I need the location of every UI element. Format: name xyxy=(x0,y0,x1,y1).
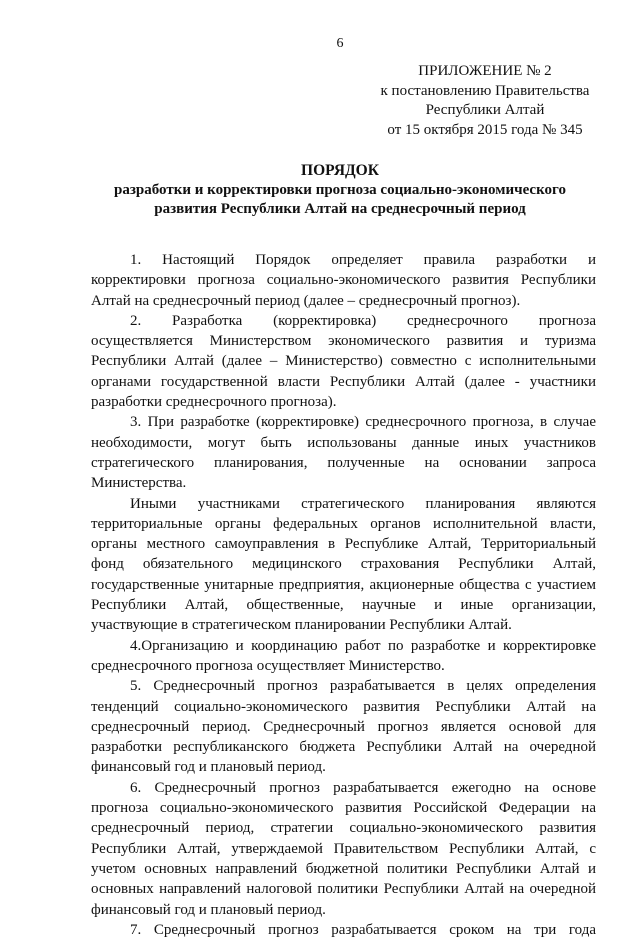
paragraph-line: Министерства. xyxy=(91,475,187,492)
paragraph-line: основных направлений налоговой политики Республики Алтай на очередной xyxy=(91,881,596,898)
paragraph-line: стратегического планирования, полученные на основании запроса xyxy=(91,454,596,471)
title-subtitle-line: развития Республики Алтай на среднесрочный период xyxy=(154,201,526,217)
appendix-line: ПРИЛОЖЕНИЕ № 2 xyxy=(418,63,552,79)
title-subtitle-line: разработки и корректировки прогноза социально-экономического xyxy=(114,182,566,198)
document-title xyxy=(0,161,640,219)
paragraph xyxy=(91,778,596,920)
paragraph xyxy=(91,494,596,636)
paragraph-line: органы местного самоуправления в Республике Алтай, Территориальный xyxy=(91,536,596,553)
appendix-line: Республики Алтай xyxy=(425,102,545,118)
paragraph-line: территориальные органы федеральных органов исполнительной власти, xyxy=(91,515,596,532)
paragraph-line: разработки республиканского бюджета Республики Алтай на очередной xyxy=(91,739,596,756)
paragraph xyxy=(91,636,596,677)
paragraph-line: необходимости, могут быть использованы данные иных участников xyxy=(91,434,596,451)
paragraph-line: Республики Алтай, общественные, научные и иные организации, xyxy=(91,597,596,614)
paragraph-line: 4.Организацию и координацию работ по разработке и корректировке xyxy=(130,637,596,654)
paragraph-line: Республики Алтай (далее – Министерство) совместно с исполнительными xyxy=(91,353,596,370)
paragraph-line: 6. Среднесрочный прогноз разрабатывается ежегодно на основе xyxy=(130,779,596,796)
paragraph-line: финансовый год и плановый период. xyxy=(91,759,326,776)
paragraph-line: тенденций социально-экономического развития Республики Алтай на xyxy=(91,698,596,715)
paragraph xyxy=(91,676,596,777)
paragraph-line: среднесрочный период. Среднесрочный прогноз является основой для xyxy=(91,718,596,735)
paragraph-line: учетом основных направлений бюджетной политики Республики Алтай и xyxy=(91,860,596,877)
paragraph-line: 5. Среднесрочный прогноз разрабатывается в целях определения xyxy=(130,678,596,695)
paragraph-line: органами государственной власти Республики Алтай (далее - участники xyxy=(91,373,596,390)
paragraph-line: Иными участниками стратегического планирования являются xyxy=(130,495,596,512)
document-body xyxy=(91,250,596,940)
paragraph-line: разработки среднесрочного прогноза). xyxy=(91,394,337,411)
paragraph-line: осуществляется Министерством экономического развития и туризма xyxy=(91,333,596,350)
page-number: 6 xyxy=(336,36,344,51)
paragraph-line: среднесрочный период, стратегии социально-экономического развития xyxy=(91,820,596,837)
paragraph-line: 1. Настоящий Порядок определяет правила разработки и xyxy=(130,252,596,268)
title-heading: ПОРЯДОК xyxy=(301,162,379,179)
paragraph-line: Алтай на среднесрочный период (далее – среднесрочный прогноз). xyxy=(91,292,521,309)
appendix-header xyxy=(340,62,630,140)
appendix-line: от 15 октября 2015 года № 345 xyxy=(387,121,583,138)
paragraph-line: финансовый год и плановый период. xyxy=(91,901,326,918)
paragraph-line: 3. При разработке (корректировке) среднесрочного прогноза, в случае xyxy=(130,414,596,431)
paragraph xyxy=(91,920,596,940)
paragraph-line: фонд обязательного медицинского страхования Республики Алтай, xyxy=(91,556,596,573)
paragraph-line: среднесрочного прогноза осуществляет Министерство. xyxy=(91,657,445,674)
appendix-line: к постановлению Правительства xyxy=(380,82,590,99)
paragraph xyxy=(91,250,596,311)
paragraph xyxy=(91,311,596,412)
paragraph-line: прогноза социально-экономического развития Российской Федерации на xyxy=(91,800,596,817)
paragraph-line: участвующие в стратегическом планировании Республики Алтай. xyxy=(91,617,512,634)
paragraph-line: государственные унитарные предприятия, акционерные общества с участием xyxy=(91,576,596,593)
paragraph xyxy=(91,412,596,493)
paragraph-line: Республики Алтай, утверждаемой Правительством Республики Алтай, с xyxy=(91,840,596,857)
paragraph-line: 7. Среднесрочный прогноз разрабатывается сроком на три года xyxy=(130,921,596,938)
paragraph-line: корректировки прогноза социально-экономического развития Республики xyxy=(91,272,596,289)
paragraph-line: 2. Разработка (корректировка) среднесрочного прогноза xyxy=(130,312,596,329)
